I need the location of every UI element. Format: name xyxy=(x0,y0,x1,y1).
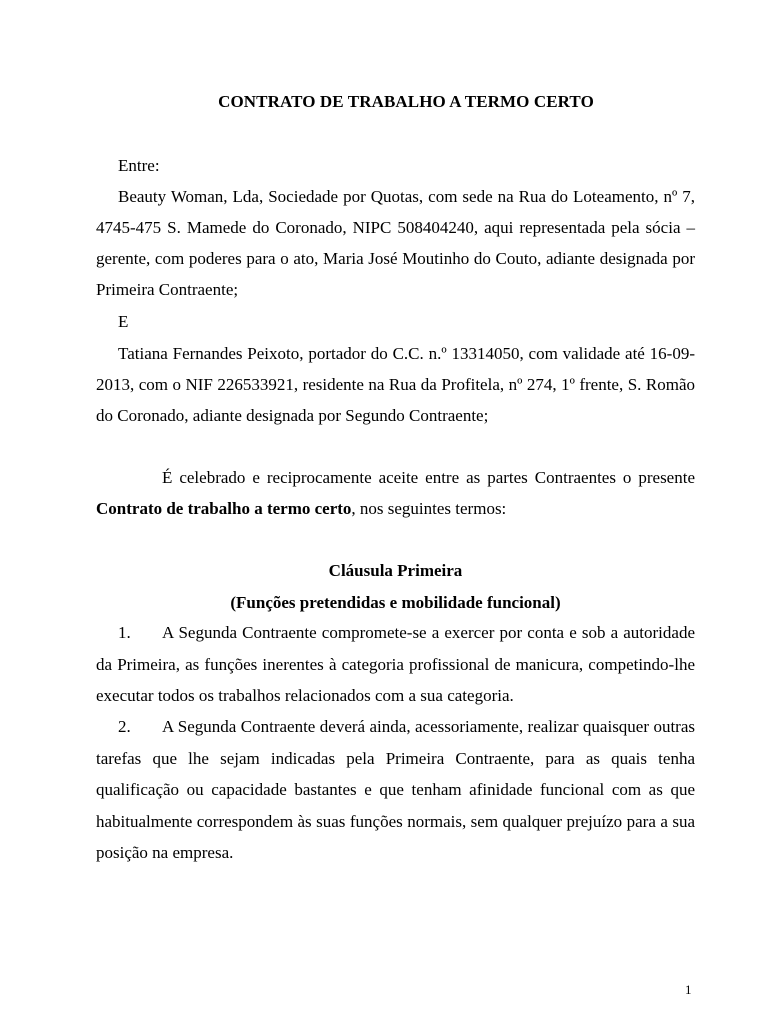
intro-contract-name: Contrato de trabalho a termo certo xyxy=(96,499,352,518)
page-number: 1 xyxy=(685,982,692,997)
party2-paragraph: Tatiana Fernandes Peixoto, portador do C.C. n.º 13314050, com validade até 16-09-2013, com o NIF 226533921, residente na Rua da Profitela, nº 274, 1º frente, S. Romão do Coronado, adiante designada por Segundo Contraente; xyxy=(96,344,695,425)
clause1-item-2 xyxy=(96,711,695,869)
item-number: 2. xyxy=(118,717,131,736)
item-text: A Segunda Contraente compromete-se a exercer por conta e sob a autoridade da Primeira, as funções inerentes à categoria profissional de manicura, competindo-lhe executar todos os trabalhos relacionados com a sua categoria. xyxy=(96,623,695,705)
document-title: CONTRATO DE TRABALHO A TERMO CERTO xyxy=(218,92,594,111)
e-connector: E xyxy=(118,312,129,331)
intro-paragraph xyxy=(96,462,695,524)
intro-text-start: É celebrado e reciprocamente aceite entre as partes Contraentes o presente xyxy=(162,468,695,487)
clause1-item-1 xyxy=(96,617,695,712)
entre-label: Entre: xyxy=(118,156,160,175)
intro-text-end: , nos seguintes termos: xyxy=(351,499,507,518)
party1-paragraph: Beauty Woman, Lda, Sociedade por Quotas, com sede na Rua do Loteamento, nº 7, 4745-475 S. Mamede do Coronado, NIPC 508404240, aqui representada pela sócia – gerente, com poderes para o ato, Maria José Moutinho do Couto, adiante designada por Primeira Contraente; xyxy=(96,187,695,299)
item-number: 1. xyxy=(118,623,131,642)
item-text: A Segunda Contraente deverá ainda, acessoriamente, realizar quaisquer outras tarefas que lhe sejam indicadas pela Primeira Contraente, para as quais tenha qualificação ou capacidade bastantes e que tenham afinidade funcional com as que habitualmente correspondem às suas funções normais, sem qualquer prejuízo para a sua posição na empresa. xyxy=(96,717,695,862)
clause1-heading: Cláusula Primeira xyxy=(328,561,463,580)
clause1-subheading: (Funções pretendidas e mobilidade funcional) xyxy=(230,593,561,612)
